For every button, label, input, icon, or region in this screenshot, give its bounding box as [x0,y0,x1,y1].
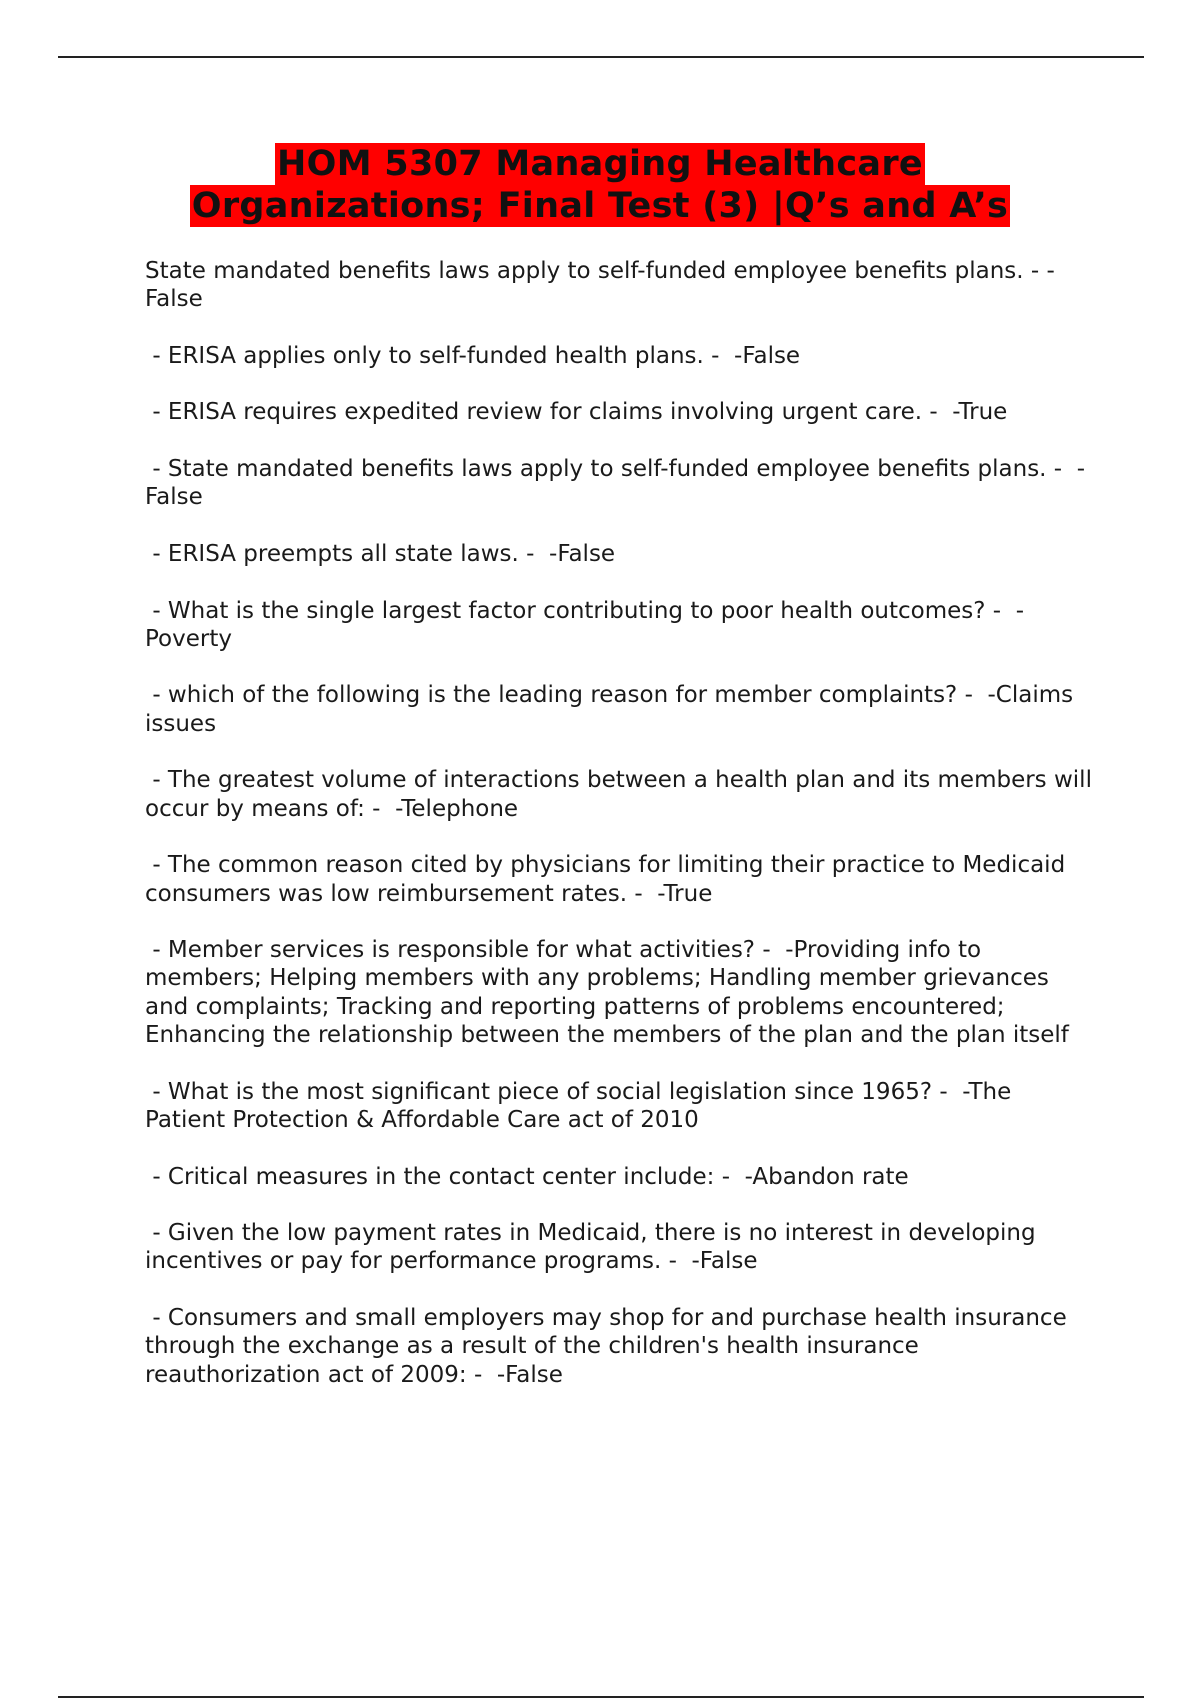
qa-item-13: - Given the low payment rates in Medicaid, there is no interest in developing incentives or pay for performance programs. - -False [145,1220,1043,1275]
qa-item-11: - What is the most significant piece of social legislation since 1965? - -The Patient Protection & Affordable Care act of 2010 [145,1078,1019,1133]
qa-item-2: - ERISA applies only to self-funded health plans. - -False [145,342,801,369]
qa-item-9: - The common reason cited by physicians for limiting their practice to Medicaid consumers was low reimbursement rates. - -True [145,852,1073,907]
qa-item-10: - Member services is responsible for what activities? - -Providing info to members; Helping members with any problems; Handling member grievances and complaints; Tracking and reporting patterns of problems encountered; Enhancing the relationship between the members of the plan and the plan itself [145,937,1069,1049]
qa-item-12: - Critical measures in the contact center include: - -Abandon rate [145,1163,909,1190]
qa-item-6: - What is the single largest factor contributing to poor health outcomes? - -Poverty [145,597,1025,652]
qa-item-3: - ERISA requires expedited review for claims involving urgent care. - -True [145,399,1008,426]
top-rule [58,56,1144,58]
qa-item-5: - ERISA preempts all state laws. - -False [145,540,616,567]
qa-item-1: State mandated benefits laws apply to self-funded employee benefits plans. - -False [145,258,1055,313]
qa-list [145,257,1100,1417]
title-line-2: Organizations; Final Test (3) |Q’s and A’s [191,186,1009,226]
document-title [0,143,1200,227]
qa-item-8: - The greatest volume of interactions between a health plan and its members will occur by means of: - -Telephone [145,767,1100,822]
qa-item-14: - Consumers and small employers may shop for and purchase health insurance through the exchange as a result of the children's health insurance reauthorization act of 2009: - -False [145,1304,1075,1388]
bottom-rule [58,1696,1144,1698]
title-line-1: HOM 5307 Managing Healthcare [277,144,923,184]
qa-item-7: - which of the following is the leading reason for member complaints? - -Claims issues [145,682,1081,737]
qa-item-4: - State mandated benefits laws apply to self-funded employee benefits plans. - -False [145,456,1086,511]
